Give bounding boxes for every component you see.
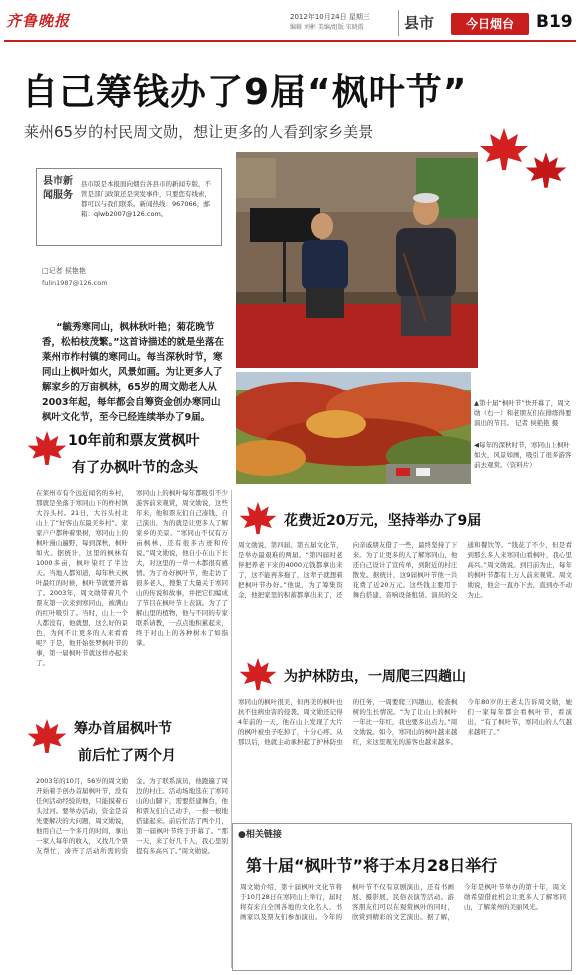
maple-leaf-icon: [478, 126, 530, 172]
header-divider: [398, 10, 399, 36]
section2-heading: 花费近20万元，坚持举办了9届: [284, 513, 482, 529]
photo-performers: [236, 152, 478, 368]
maple-leaf-icon: [26, 716, 68, 756]
edition-badge: 今日烟台: [451, 13, 529, 35]
related-link-tag: ●相关链接: [238, 830, 282, 840]
maple-leaf-icon: [238, 656, 278, 692]
section4-body: 2003年的10月，56岁的周文勋开始着手创办首届枫叶节，没有任何活动经验的他，只能摸着石头过河。要举办活动，资金是首先要解决的大问题，周文勋说，他用自己一个多月的时间，拿出一家人每年的收入，又找几个票友帮忙，凑齐了活动所需的资金。为了联系演员，他跑遍了周边的村庄。活动场地选在了寒同山的山脚下，需要搭建舞台，他和票友们自己动手，一根一根地搭建起来。前后忙活了两个月，第一届枫叶节终于开幕了。“那一天，来了好几千人，我心里别提有多高兴了。”周文勋说。: [36, 777, 228, 855]
section1-body-col2: 寒同山上的枫叶每年都吸引不少游客前来观赏，周文勋说，这些年来，他和票友们自己凑钱、自己演出，为的就是让更多人了解家乡的美景。“寒同山不仅有万亩枫林，还有很多古迹和传说。”周文勋说，他自小在山下长大，对这里的一草一木都很有感情。为了办好枫叶节，他走访了很多老人，搜集了大量关于寒同山的传说和故事，并把它们编成了节目在枫叶节上表演。为了了解山里的植物，他与不同的专家联系请教，一点点地积累起来，终于对山上的各种树木了如指掌。: [136, 489, 228, 647]
section-name: 县市: [404, 14, 435, 32]
related-link-body: 周文勋介绍，第十届枫叶文化节将于10月28日在寒同山上举行，届时将有来自全国各地的文化名人、书画家以及票友们参加演出。今年的枫叶节不仅有京剧演出，还有书画展、摄影展、民俗表演等活动。游客朋友们可以在观赏枫叶的同时，欣赏到精彩的文艺演出。据了解，今年是枫叶节举办的第十年，周文勋希望借此机会让更多人了解寒同山，了解莱州的美丽风光。: [240, 883, 566, 921]
maple-leaf-icon: [238, 500, 278, 536]
masthead-logo: 齐鲁晚报: [6, 12, 71, 30]
related-link-heading: 第十届“枫叶节”将于本月28日举行: [246, 856, 498, 875]
news-service-title: 县市新闻服务: [43, 176, 73, 201]
section1-body-col1: 在莱州市有个远近闻名的乡村，那就是坐落于寒同山下的柞村镇大谷头村。21日，大谷头村北山上了“好客山东最美乡村”。家家户户都种着果树，寒同山上的枫叶漫山遍野，每到深秋，枫叶如火。据统计，这里的枫林有1000多亩，枫叶染红了半边天。当地人都知道，每年秋天枫叶最红的时候，枫叶节就要开幕了。2003年，周文勋带着几个票友第一次来到寒同山，被满山的红叶吸引了。当时，山上一个人都没有，他就想，这么好的景色，为何不让更多的人来看看呢？于是，他开始张罗枫叶节的事，第一届枫叶节就这样办起来了。: [36, 489, 128, 667]
section2-body: 周文勋说，第四届、第五届文化节，是举办最艰难的两届。“第四届时老伴把养老下来的4000元钱都拿出来了，这不能再多拖了，这辈子就想着把枫叶节办好。”他说，为了筹集资金，他把家里的积蓄都拿出来了，还向亲戚朋友借了一些，最终坚持了下来。为了让更多的人了解寒同山，他还自己设计了宣传单，到附近的村庄散发。据统计，这9届枫叶节他一共花费了近20万元。这些钱主要用于舞台搭建、音响设备租赁、演员的交通和餐饮等。“钱花了不少，但是看到那么多人来寒同山看枫叶，我心里高兴。”周文勋说。到目前为止，每年的枫叶节都有上万人前来观赏。周文勋说，他会一直办下去，直到办不动为止。: [238, 541, 572, 599]
maple-leaf-icon: [26, 428, 68, 468]
reporter-email: fulin1987@126.com: [42, 279, 108, 287]
maple-leaf-icon: [524, 150, 568, 190]
section4-heading-line2: 前后忙了两个月: [78, 748, 176, 764]
section1-heading-line1: 10年前和票友赏枫叶: [68, 433, 200, 449]
news-service-box: [36, 168, 222, 246]
editor-credits: 编辑 刘彬 美编/组版 宋晓霞: [290, 24, 364, 31]
section3-heading: 为护林防虫，一周爬三四趟山: [284, 669, 466, 685]
news-service-text: 县市版是本报面向烟台各县市的新闻专版，不管是部门政策还是突发事件，只要您有线索，都可以与我们联系。新闻热线：967066，邮箱：qlwb2007@126.com。: [81, 180, 211, 218]
section1-heading-line2: 有了办枫叶节的念头: [72, 460, 198, 476]
reporter-byline: □记者 侯艳艳: [42, 267, 86, 275]
page-number: B19: [536, 12, 573, 32]
headline: 自己筹钱办了9届“枫叶节”: [22, 72, 468, 113]
photo-caption-performers: ▲第十届“枫叶节”快开幕了，周文勋（右一）和老朋友们在排练得要演出的节目。 记者 侯艳艳 摄: [474, 399, 572, 427]
photo-maple-forest: [236, 372, 471, 484]
photo-caption-forest: ◀每年的深秋时节，寒同山上枫叶如火，风景如画，吸引了很多游客前去观赏。（资料片）: [474, 441, 572, 469]
lede-paragraph: “毓秀寒同山，枫林秋叶艳；菊花晚节香，松柏枝茂繁。”这首诗描述的就是坐落在莱州市柞村镇的寒同山。每当深秋时节，寒同山上枫叶如火，风景如画。为让更多人了解家乡的万亩枫林，65岁的周文勋老人从2003年起，每年都会自筹资金创办寒同山枫叶文化节，至今已经连续举办了9届。: [42, 322, 224, 423]
issue-date: 2012年10月24日 星期三: [290, 13, 370, 21]
section4-heading-line1: 筹办首届枫叶节: [74, 721, 172, 737]
subheadline: 莱州65岁的村民周文勋，想让更多的人看到家乡美景: [24, 123, 374, 141]
section3-body: 寒同山的枫叶很美，但再美的枫叶也抗不住病虫害的侵袭。周文勋还记得4年前的一天，他在山上发现了大片的枫叶被虫子吃掉了，十分心疼。从那以后，他就主动承担起了护林防虫的任务，一周要爬三四趟山，检查枫树的生长情况。“为了让山上的枫叶一年比一年红，我也要多出点力。”周文勋说。如今，寒同山的枫叶越来越红，来这里观光的游客也越来越多。今年80岁的王老太告诉周文勋，她们一家每年都会看枫叶节，看演出，“有了枫叶节，寒同山的人气越来越旺了。”: [238, 698, 572, 746]
header-rule: [4, 40, 576, 42]
